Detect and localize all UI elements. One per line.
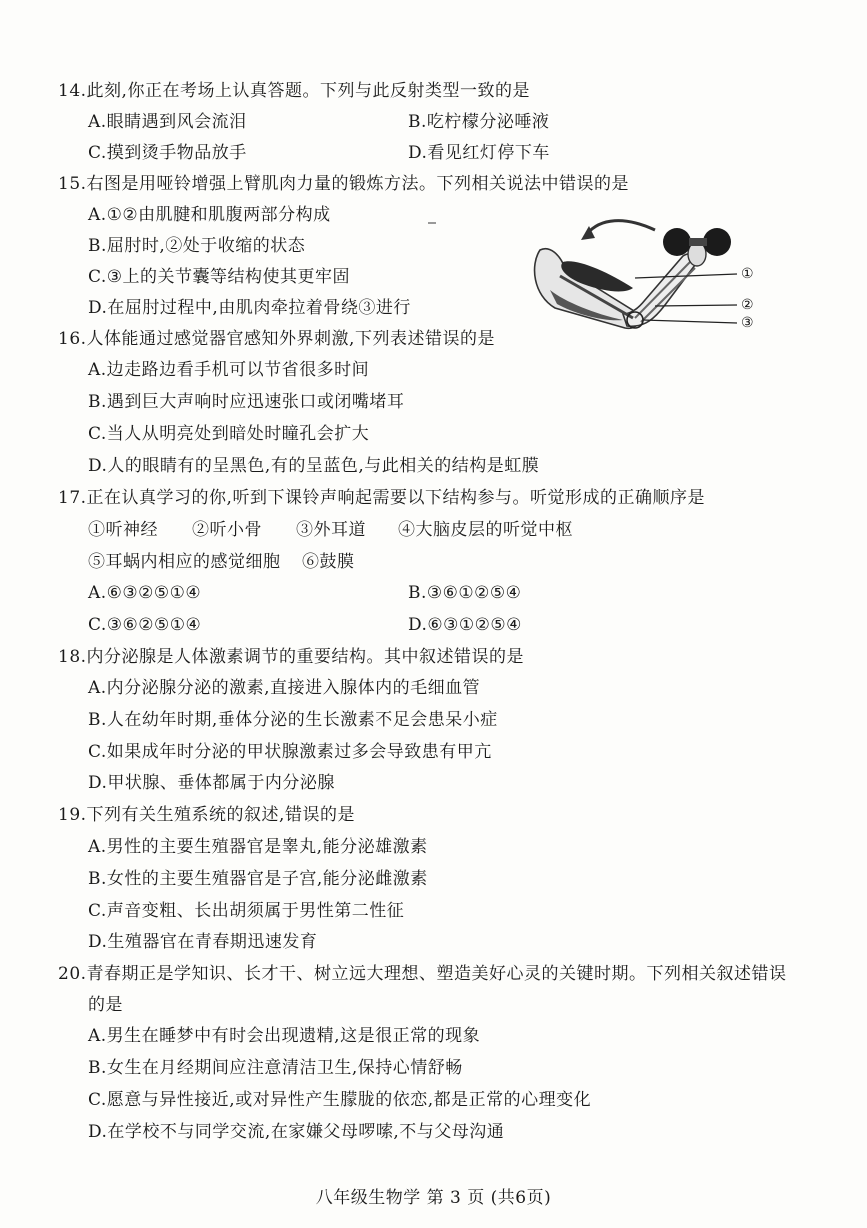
arm-dumbbell-illustration xyxy=(505,210,775,340)
q17-item-6: ⑥鼓膜 xyxy=(302,552,355,572)
q20-option-c: C.愿意与异性接近,或对异性产生朦胧的依恋,都是正常的心理变化 xyxy=(88,1090,592,1110)
q20-option-a: A.男生在睡梦中有时会出现遗精,这是很正常的现象 xyxy=(88,1026,481,1046)
q16-option-a: A.边走路边看手机可以节省很多时间 xyxy=(88,360,370,380)
question-19-stem: 19.下列有关生殖系统的叙述,错误的是 xyxy=(58,805,355,825)
q19-option-b: B.女性的主要生殖器官是子宫,能分泌雌激素 xyxy=(88,869,428,889)
q15-option-c: C.③上的关节囊等结构使其更牢固 xyxy=(88,267,351,287)
figure-label-3: ③ xyxy=(741,315,754,331)
q16-option-b: B.遇到巨大声响时应迅速张口或闭嘴堵耳 xyxy=(88,392,405,412)
question-20-stem: 20.青春期正是学知识、长才干、树立远大理想、塑造美好心灵的关键时期。下列相关叙述错误 xyxy=(58,964,787,984)
q17-item-4: ④大脑皮层的听觉中枢 xyxy=(398,520,573,540)
q15-option-b: B.屈肘时,②处于收缩的状态 xyxy=(88,236,306,256)
q17-option-c: C.③⑥②⑤①④ xyxy=(88,615,202,635)
q19-option-a: A.男性的主要生殖器官是睾丸,能分泌雄激素 xyxy=(88,837,428,857)
q19-option-d: D.生殖器官在青春期迅速发育 xyxy=(88,932,318,952)
q18-option-d: D.甲状腺、垂体都属于内分泌腺 xyxy=(88,773,335,793)
scan-mark xyxy=(428,222,436,224)
q14-option-a: A.眼睛遇到风会流泪 xyxy=(88,112,247,132)
question-20-stem-continued: 的是 xyxy=(88,995,123,1015)
q17-option-b: B.③⑥①②⑤④ xyxy=(408,583,522,603)
q19-option-c: C.声音变粗、长出胡须属于男性第二性征 xyxy=(88,901,405,921)
q16-option-d: D.人的眼睛有的呈黑色,有的呈蓝色,与此相关的结构是虹膜 xyxy=(88,456,540,476)
q17-item-2: ②听小骨 xyxy=(192,520,262,540)
q20-option-b: B.女生在月经期间应注意清洁卫生,保持心情舒畅 xyxy=(88,1058,463,1078)
q15-option-d: D.在屈肘过程中,由肌肉牵拉着骨绕③进行 xyxy=(88,298,411,318)
page-footer: 八年级生物学 第 3 页 (共6页) xyxy=(315,1188,552,1208)
q20-option-d: D.在学校不与同学交流,在家嫌父母啰嗦,不与父母沟通 xyxy=(88,1122,505,1142)
q17-option-a: A.⑥③②⑤①④ xyxy=(88,583,202,603)
q17-item-1: ①听神经 xyxy=(88,520,158,540)
q18-option-b: B.人在幼年时期,垂体分泌的生长激素不足会患呆小症 xyxy=(88,710,498,730)
question-18-stem: 18.内分泌腺是人体激素调节的重要结构。其中叙述错误的是 xyxy=(58,647,525,667)
question-17-stem: 17.正在认真学习的你,听到下课铃声响起需要以下结构参与。听觉形成的正确顺序是 xyxy=(58,488,705,508)
figure-label-1: ① xyxy=(741,266,754,282)
q14-option-b: B.吃柠檬分泌唾液 xyxy=(408,112,550,132)
q18-option-c: C.如果成年时分泌的甲状腺激素过多会导致患有甲亢 xyxy=(88,742,492,762)
q14-option-d: D.看见红灯停下车 xyxy=(408,143,550,163)
q17-item-3: ③外耳道 xyxy=(296,520,366,540)
q18-option-a: A.内分泌腺分泌的激素,直接进入腺体内的毛细血管 xyxy=(88,678,481,698)
q17-item-5: ⑤耳蜗内相应的感觉细胞 xyxy=(88,552,281,572)
arm-dumbbell-figure xyxy=(505,210,775,340)
q15-option-a: A.①②由肌腱和肌腹两部分构成 xyxy=(88,205,331,225)
q17-option-d: D.⑥③①②⑤④ xyxy=(408,615,522,635)
figure-label-2: ② xyxy=(741,297,754,313)
q14-option-c: C.摸到烫手物品放手 xyxy=(88,143,247,163)
question-15-stem: 15.右图是用哑铃增强上臂肌肉力量的锻炼方法。下列相关说法中错误的是 xyxy=(58,174,630,194)
question-16-stem: 16.人体能通过感觉器官感知外界刺激,下列表述错误的是 xyxy=(58,329,495,349)
question-14-stem: 14.此刻,你正在考场上认真答题。下列与此反射类型一致的是 xyxy=(58,81,530,101)
q16-option-c: C.当人从明亮处到暗处时瞳孔会扩大 xyxy=(88,424,370,444)
